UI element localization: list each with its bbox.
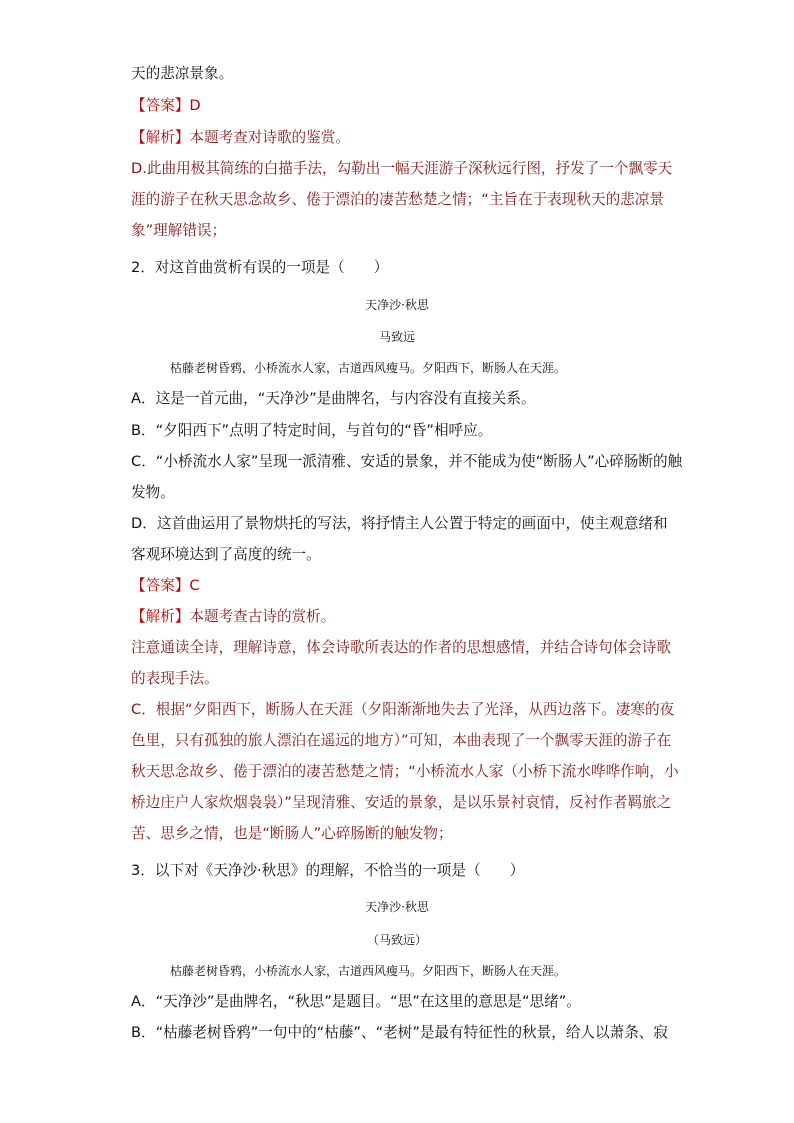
- q1-tail: 天的悲凉景象。: [131, 65, 234, 82]
- answer-value: C: [189, 577, 200, 594]
- q2-option: 发物。: [131, 484, 175, 501]
- q2-option: A．这是一首元曲，“天净沙”是曲牌名，与内容没有直接关系。: [131, 390, 536, 407]
- q2-option: B．“夕阳西下”点明了特定时间，与首句的“昏”相呼应。: [131, 422, 493, 439]
- analysis-label: 【解析】: [131, 608, 190, 625]
- q2-poem-text: 枯藤老树昏鸦，小桥流水人家，古道西风瘦马。夕阳西下，断肠人在天涯。: [170, 361, 567, 375]
- q3-option: A．“天净沙”是曲牌名，“秋思”是题目。“思”在这里的意思是“思绪”。: [131, 993, 581, 1010]
- q2-option: 客观环境达到了高度的统一。: [131, 546, 321, 563]
- analysis-text: 本题考查对诗歌的鉴赏。: [189, 129, 350, 146]
- q1-explain-line: D.此曲用极其简练的白描手法，勾勒出一幅天涯游子深秋远行图，抒发了一个飘零天: [131, 160, 673, 177]
- q2-analysis: [131, 607, 335, 627]
- q2-note-line: 注意通读全诗，理解诗意，体会诗歌所表达的作者的思想感情，并结合诗句体会诗歌: [131, 639, 671, 656]
- q3-poem-author: （马致远）: [366, 933, 427, 947]
- q2-poem-title: 天净沙·秋思: [365, 298, 429, 312]
- q2-explain-line: 桥边庄户人家炊烟袅袅）”呈现清雅、安适的景象，是以乐景衬哀情，反衬作者羁旅之: [131, 794, 672, 811]
- q3-stem: 3．以下对《天净沙·秋思》的理解，不恰当的一项是（ ）: [131, 862, 525, 879]
- q2-note-line: 的表现手法。: [131, 670, 219, 687]
- q2-poem-author: 马致远: [378, 330, 415, 344]
- q2-stem: 2．对这首曲赏析有误的一项是（ ）: [131, 259, 389, 276]
- q2-explain-line: C．根据“夕阳西下，断肠人在天涯（夕阳渐渐地失去了光泽，从西边落下。凄寒的夜: [131, 701, 675, 718]
- q1-answer: [131, 96, 201, 116]
- q2-option: D．这首曲运用了景物烘托的写法，将抒情主人公置于特定的画面中，使主观意绪和: [131, 515, 668, 532]
- analysis-text: 本题考查古诗的赏析。: [189, 608, 336, 625]
- q2-explain-line: 色里，只有孤独的旅人漂泊在遥远的地方）”可知，本曲表现了一个飘零天涯的游子在: [131, 732, 672, 749]
- q2-explain-line: 秋天思念故乡、倦于漂泊的凄苦愁楚之情；“小桥流水人家（小桥下流水哗哗作响，小: [131, 763, 679, 780]
- q3-poem-text: 枯藤老树昏鸦，小桥流水人家，古道西风瘦马。夕阳西下，断肠人在天涯。: [170, 964, 567, 978]
- q1-analysis: [131, 128, 350, 148]
- q3-poem-title: 天净沙·秋思: [365, 900, 429, 914]
- q2-explain-line: 苦、思乡之情，也是“断肠人”心碎肠断的触发物；: [131, 825, 453, 842]
- analysis-label: 【解析】: [131, 129, 190, 146]
- q1-explain-line: 涯的游子在秋天思念故乡、倦于漂泊的凄苦愁楚之情；“主旨在于表现秋天的悲凉景: [131, 191, 664, 208]
- q3-option: B．“枯藤老树昏鸦”一句中的“枯藤”、“老树”是最有特征性的秋景，给人以萧条、寂: [131, 1024, 668, 1041]
- answer-label: 【答案】: [131, 577, 190, 594]
- answer-value: D: [189, 97, 201, 114]
- q1-explain-line: 象”理解错误；: [131, 222, 227, 239]
- answer-label: 【答案】: [131, 97, 190, 114]
- q2-option: C．“小桥流水人家”呈现一派清雅、安适的景象，并不能成为使“断肠人”心碎肠断的触: [131, 453, 683, 470]
- q2-answer: [131, 576, 200, 596]
